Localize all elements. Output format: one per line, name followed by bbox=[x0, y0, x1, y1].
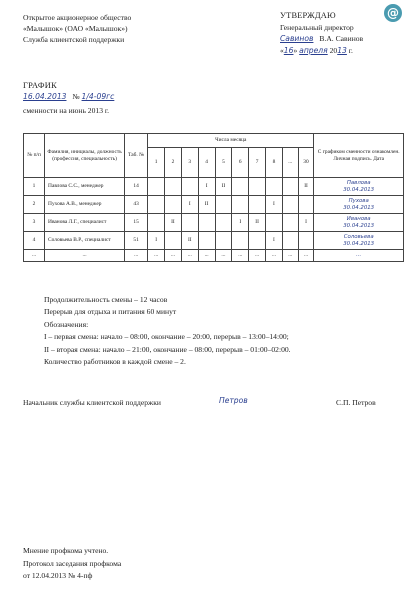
shift-cell bbox=[249, 178, 266, 196]
shift-cell bbox=[181, 214, 198, 232]
legend-title: Обозначения: bbox=[44, 319, 89, 329]
shift-cell: I bbox=[181, 196, 198, 214]
signature-date: 30.04.2013 bbox=[343, 222, 375, 229]
approval-date bbox=[280, 45, 363, 57]
logo-badge: @ bbox=[384, 4, 402, 22]
shift-cell bbox=[148, 178, 165, 196]
shift-cell bbox=[282, 214, 298, 232]
shift-cell: I bbox=[148, 232, 165, 250]
day-header: 7 bbox=[249, 148, 266, 178]
day-header: 30 bbox=[298, 148, 314, 178]
shift-cell bbox=[198, 232, 215, 250]
approval-signature: Савинов bbox=[280, 34, 314, 43]
employee-signature: Пухова bbox=[348, 198, 369, 204]
year-prefix: 20 bbox=[329, 45, 338, 55]
date-open-quote: « bbox=[280, 45, 284, 55]
shift-cell: II bbox=[165, 214, 182, 232]
shift-cell: II bbox=[298, 178, 314, 196]
employee-signature: Иванова bbox=[346, 216, 371, 222]
row-acknowledgement bbox=[314, 250, 404, 262]
row-tab-number: 14 bbox=[125, 178, 148, 196]
shift-cell: II bbox=[215, 178, 232, 196]
shift-cell bbox=[249, 196, 266, 214]
signature-date: 30.04.2013 bbox=[343, 204, 375, 211]
row-acknowledgement bbox=[314, 196, 404, 214]
shift-cell: I bbox=[232, 214, 249, 232]
organization-name: «Малышок» (ОАО «Малышок») bbox=[23, 24, 128, 33]
shift-cell bbox=[249, 232, 266, 250]
day-header: 8 bbox=[266, 148, 283, 178]
table-row bbox=[24, 232, 404, 250]
employee-signature: Соловьева bbox=[343, 234, 374, 240]
row-acknowledgement bbox=[314, 178, 404, 196]
organization-type: Открытое акционерное общество bbox=[23, 13, 132, 22]
shift-cell bbox=[148, 196, 165, 214]
workers-count: Количество работников в каждой смене – 2. bbox=[44, 357, 186, 367]
shift-cell bbox=[282, 232, 298, 250]
shift-cell: I bbox=[198, 178, 215, 196]
shift-cell bbox=[198, 214, 215, 232]
shift-cell bbox=[165, 178, 182, 196]
shift-cell: I bbox=[298, 214, 314, 232]
document-number: 1/4-09гс bbox=[81, 92, 115, 101]
shift-cell: ... bbox=[266, 250, 283, 262]
shift-cell: II bbox=[198, 196, 215, 214]
approval-title: УТВЕРЖДАЮ bbox=[280, 11, 336, 20]
table-row bbox=[24, 178, 404, 196]
document-date: 16.04.2013 bbox=[23, 92, 67, 101]
department-name: Служба клиентской поддержки bbox=[23, 35, 125, 44]
employee-signature: Павлова bbox=[346, 180, 371, 186]
day-header: 6 bbox=[232, 148, 249, 178]
signature-date: 30.04.2013 bbox=[343, 186, 375, 193]
approval-month: апреля bbox=[299, 45, 328, 55]
date-close-quote: » bbox=[293, 45, 298, 55]
shift-1-legend: I – первая смена: начало – 08:00, окончание – 20:00, перерыв – 13:00–14:00; bbox=[44, 332, 289, 342]
shift-cell bbox=[148, 214, 165, 232]
shift-cell bbox=[232, 178, 249, 196]
approval-name: В.А. Савинов bbox=[319, 34, 364, 43]
shift-cell: ... bbox=[165, 250, 182, 262]
day-header: 2 bbox=[165, 148, 182, 178]
organization-block bbox=[23, 12, 131, 45]
shift-cell bbox=[215, 232, 232, 250]
head-signature: Петров bbox=[219, 396, 248, 405]
row-tab-number: 51 bbox=[125, 232, 148, 250]
table-row bbox=[24, 214, 404, 232]
header-ack: С графиком сменности ознакомлен. Личная подпись. Дата bbox=[314, 134, 404, 178]
row-num: ... bbox=[24, 250, 45, 262]
row-num: 3 bbox=[24, 214, 45, 232]
notes-block bbox=[44, 294, 291, 368]
table-row bbox=[24, 250, 404, 262]
shift-cell bbox=[165, 196, 182, 214]
shift-cell bbox=[165, 232, 182, 250]
employee-signature: ... bbox=[356, 252, 362, 259]
day-header: ... bbox=[282, 148, 298, 178]
day-header: 1 bbox=[148, 148, 165, 178]
row-acknowledgement bbox=[314, 232, 404, 250]
row-tab-number: 43 bbox=[125, 196, 148, 214]
document-header bbox=[23, 80, 114, 116]
shift-2-legend: II – вторая смена: начало – 21:00, окончание – 08:00, перерыв – 01:00–02:00. bbox=[44, 344, 291, 354]
shift-cell: II bbox=[181, 232, 198, 250]
shift-duration: Продолжительность смены – 12 часов bbox=[44, 295, 168, 304]
approval-block bbox=[280, 10, 363, 56]
shift-cell bbox=[298, 232, 314, 250]
document-subtitle: сменности на июнь 2013 г. bbox=[23, 106, 110, 115]
break-info: Перерыв для отдыха и питания 60 минут bbox=[44, 307, 177, 317]
shift-cell bbox=[266, 178, 283, 196]
day-header: 5 bbox=[215, 148, 232, 178]
shift-cell: I bbox=[266, 196, 283, 214]
header-num: № п/п bbox=[24, 134, 45, 178]
signature-date: 30.04.2013 bbox=[343, 240, 375, 247]
row-employee: Соловьева В.Р., специалист bbox=[45, 232, 125, 250]
row-num: 4 bbox=[24, 232, 45, 250]
header-name: Фамилия, инициалы, должность (профессия, специальность) bbox=[45, 134, 125, 178]
shift-cell: II bbox=[249, 214, 266, 232]
day-header: 4 bbox=[198, 148, 215, 178]
shift-cell bbox=[215, 196, 232, 214]
shift-cell: ... bbox=[198, 250, 215, 262]
approval-signature-line bbox=[280, 33, 363, 45]
header-tab: Таб. № bbox=[125, 134, 148, 178]
shift-cell bbox=[215, 214, 232, 232]
shift-cell: ... bbox=[298, 250, 314, 262]
approval-position: Генеральный директор bbox=[280, 22, 354, 32]
shift-cell bbox=[298, 196, 314, 214]
shift-cell: ... bbox=[232, 250, 249, 262]
shift-cell: ... bbox=[282, 250, 298, 262]
shift-cell bbox=[266, 214, 283, 232]
shift-cell: ... bbox=[249, 250, 266, 262]
row-employee: Пухова А.В., менеджер bbox=[45, 196, 125, 214]
union-line-1: Мнение профкома учтено. bbox=[23, 546, 109, 555]
shift-schedule-table bbox=[23, 133, 404, 262]
head-signature-block bbox=[23, 398, 383, 407]
day-header: 3 bbox=[181, 148, 198, 178]
table-row bbox=[24, 196, 404, 214]
document-date-number bbox=[23, 91, 114, 102]
shift-cell bbox=[181, 178, 198, 196]
shift-cell: I bbox=[266, 232, 283, 250]
row-tab-number: ... bbox=[125, 250, 148, 262]
row-num: 1 bbox=[24, 178, 45, 196]
document-title: ГРАФИК bbox=[23, 81, 57, 90]
row-employee: Иванова Л.Г., специалист bbox=[45, 214, 125, 232]
shift-cell: ... bbox=[148, 250, 165, 262]
row-employee: Павлова С.С., менеджер bbox=[45, 178, 125, 196]
approval-year: 13 bbox=[337, 45, 347, 55]
shift-cell bbox=[282, 196, 298, 214]
shift-cell bbox=[232, 232, 249, 250]
trade-union-note bbox=[23, 545, 121, 583]
row-acknowledgement bbox=[314, 214, 404, 232]
union-line-3: от 12.04.2013 № 4-пф bbox=[23, 571, 93, 580]
shift-cell bbox=[232, 196, 249, 214]
shift-cell: ... bbox=[181, 250, 198, 262]
header-days-group: Числа месяца bbox=[148, 134, 314, 148]
union-line-2: Протокол заседания профкома bbox=[23, 558, 122, 568]
row-employee: ... bbox=[45, 250, 125, 262]
shift-cell: ... bbox=[215, 250, 232, 262]
year-suffix: г. bbox=[348, 45, 353, 55]
shift-cell bbox=[282, 178, 298, 196]
head-name: С.П. Петров bbox=[336, 398, 376, 407]
row-num: 2 bbox=[24, 196, 45, 214]
row-tab-number: 15 bbox=[125, 214, 148, 232]
number-label: № bbox=[72, 92, 80, 101]
approval-day: 16 bbox=[283, 45, 294, 55]
head-position: Начальник службы клиентской поддержки bbox=[23, 398, 161, 407]
